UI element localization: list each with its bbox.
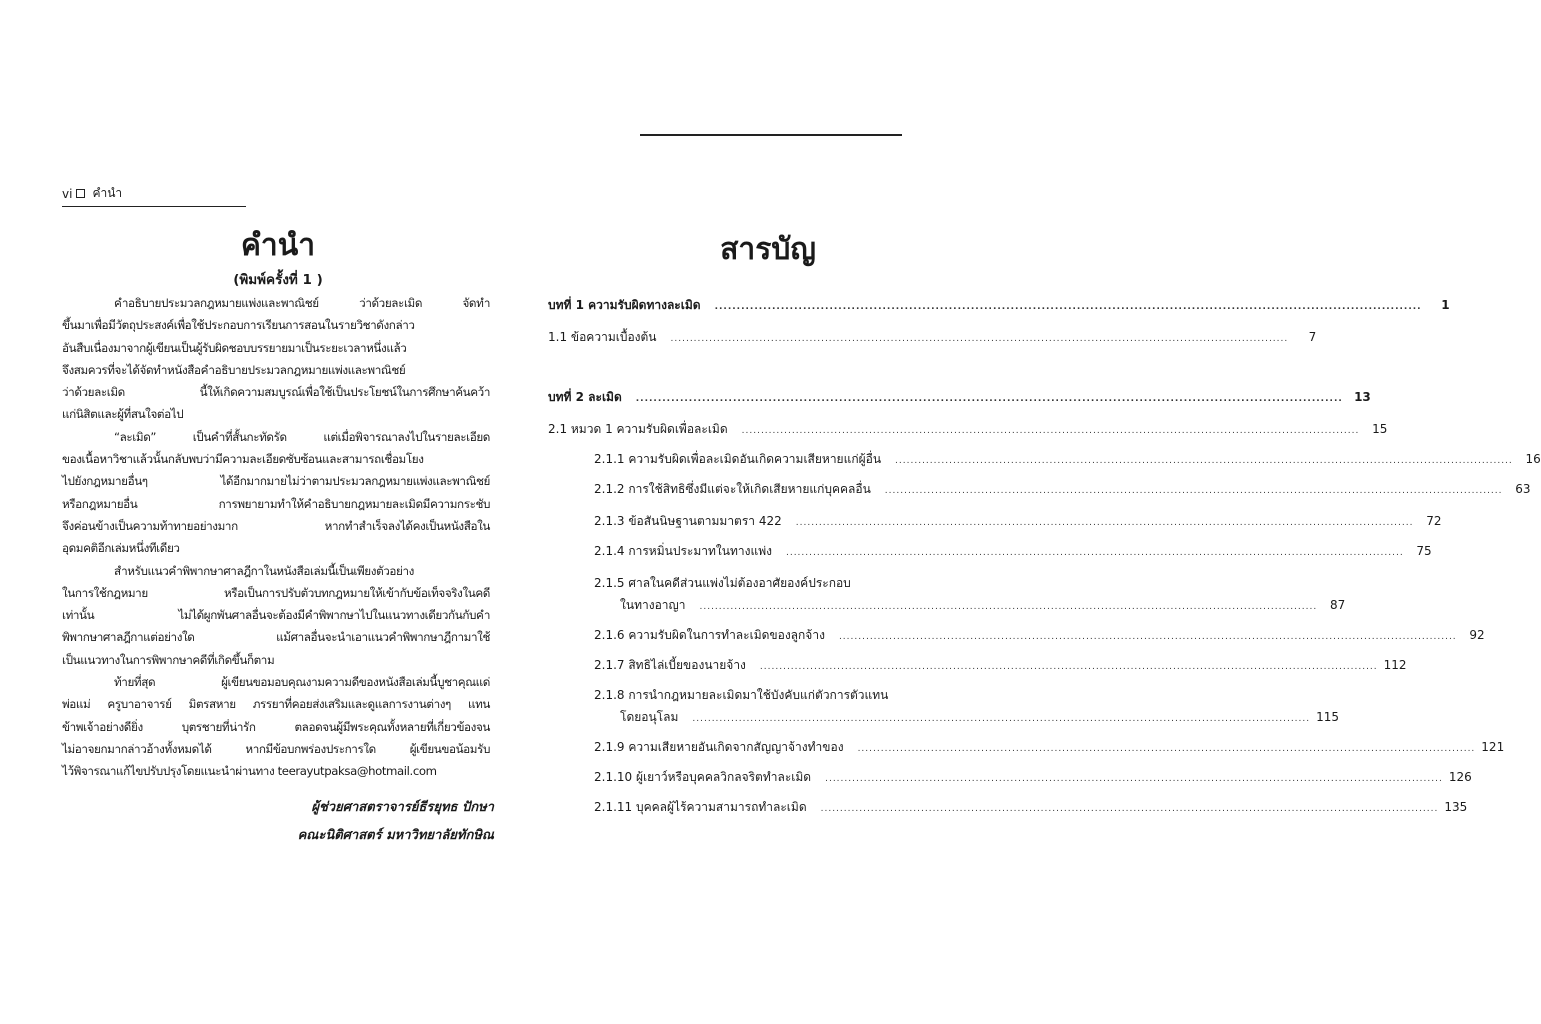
toc-title: สารบัญ <box>720 232 816 267</box>
toc-entry-label: บทที่ 1 ความรับผิดทางละเมิด <box>548 298 701 312</box>
toc-entry-label-continued: โดยอนุโลม <box>620 710 679 724</box>
toc-entry-page: 135 <box>1444 800 1468 814</box>
square-icon <box>76 189 85 198</box>
toc-leader: ................................................................................................................................................................ <box>714 302 1422 312</box>
toc-entry-label: 2.1.9 ความเสียหายอันเกิดจากสัญญาจ้างทำของ <box>594 740 844 754</box>
toc-entry[interactable] <box>548 328 1317 347</box>
toc-entry[interactable] <box>594 450 1541 469</box>
toc-entry-page: 16 <box>1525 452 1541 466</box>
preface-line: ว่าด้วยละเมิด นี้ให้เกิดความสมบูรณ์เพื่อใช้เป็นประโยชน์ในการศึกษาค้นคว้า <box>62 385 490 400</box>
toc-leader: ................................................................................................................................................................ <box>670 334 1289 344</box>
preface-line: ในการใช้กฎหมาย หรือเป็นการปรับตัวบทกฎหมายให้เข้ากับข้อเท็จจริงในคดี <box>62 585 490 600</box>
toc-entry-label: 2.1.11 บุคคลผู้ไร้ความสามารถทำละเมิด <box>594 800 807 814</box>
toc-entry-label: 2.1.2 การใช้สิทธิซึ่งมีแต่จะให้เกิดเสียหายแก่บุคคลอื่น <box>594 482 871 496</box>
preface-line: เป็นแนวทางในการพิพากษาคดีที่เกิดขึ้นก็ตาม <box>62 652 275 667</box>
running-header <box>62 184 246 207</box>
toc-leader: ................................................................................................................................................................ <box>825 774 1443 784</box>
preface-title: คำนำ <box>240 228 316 263</box>
preface-line: สำหรับแนวคำพิพากษาศาลฎีกาในหนังสือเล่มนี้เป็นเพียงตัวอย่าง <box>114 563 414 578</box>
toc-entry-page: 92 <box>1469 628 1485 642</box>
toc-entry-page: 87 <box>1329 598 1346 612</box>
toc-leader: ................................................................................................................................................................ <box>857 744 1476 754</box>
preface-line: อุดมคติอีกเล่มหนึ่งทีเดียว <box>62 541 180 556</box>
toc-entry-page: 63 <box>1515 482 1531 496</box>
toc-entry[interactable] <box>548 388 1371 407</box>
toc-entry-label: 2.1.3 ข้อสันนิษฐานตามมาตรา 422 <box>594 514 782 528</box>
top-rule <box>640 134 902 136</box>
preface-line: ไปยังกฎหมายอื่นๆ ได้อีกมากมายไม่ว่าตามประมวลกฎหมายแพ่งและพาณิชย์ <box>62 474 490 489</box>
preface-line: คำอธิบายประมวลกฎหมายแพ่งและพาณิชย์ ว่าด้วยละเมิด จัดทำ <box>114 296 490 310</box>
toc-entry-page: 72 <box>1426 514 1442 528</box>
toc-leader: ................................................................................................................................................................ <box>884 486 1503 496</box>
toc-entry[interactable] <box>620 708 1340 727</box>
preface-line: พ่อแม่ ครูบาอาจารย์ มิตรสหาย ภรรยาที่คอยส่งเสริมและดูแลการงานต่างๆ แทน <box>62 697 490 712</box>
toc-entry[interactable] <box>594 798 1468 817</box>
toc-entry-page: 115 <box>1316 710 1340 724</box>
toc-leader: ................................................................................................................................................................ <box>895 456 1513 466</box>
toc-leader: ................................................................................................................................................................ <box>635 394 1343 404</box>
preface-body <box>62 292 490 783</box>
toc-leader: ................................................................................................................................................................ <box>741 426 1360 436</box>
toc-leader: ................................................................................................................................................................ <box>820 804 1439 814</box>
preface-subtitle: (พิมพ์ครั้งที่ 1 ) <box>233 272 323 288</box>
signature-name: ผู้ช่วยศาสตราจารย์ธีรยุทธ ปักษา <box>311 800 494 815</box>
preface-line: หรือกฎหมายอื่น การพยายามทำให้คำอธิบายกฎหมายละเมิดมีความกระชับ <box>62 496 490 511</box>
preface-line: ข้าพเจ้าอย่างดียิ่ง บุตรชายที่น่ารัก ตลอดจนผู้มีพระคุณทั้งหลายที่เกี่ยวข้องจน <box>62 719 490 734</box>
preface-line: ขึ้นมาเพื่อมีวัตถุประสงค์เพื่อใช้ประกอบการเรียนการสอนในรายวิชาดังกล่าว <box>62 318 415 333</box>
preface-line: ไม่อาจยกมากล่าวอ้างทั้งหมดได้ หากมีข้อบกพร่องประการใด ผู้เขียนขอน้อมรับ <box>62 741 490 756</box>
toc-entry-label: บทที่ 2 ละเมิด <box>548 390 622 404</box>
signature-affiliation: คณะนิติศาสตร์ มหาวิทยาลัยทักษิณ <box>297 828 494 843</box>
preface-line: พิพากษาศาลฎีกาแต่อย่างใด แม้ศาลอื่นจะนำเอาแนวคำพิพากษาฎีกามาใช้ <box>62 630 490 645</box>
toc-entry-page: 15 <box>1372 422 1388 436</box>
toc-entry-page: 112 <box>1383 658 1407 672</box>
toc-leader: ................................................................................................................................................................ <box>699 602 1318 612</box>
toc-entry[interactable] <box>594 542 1432 561</box>
toc-entry[interactable] <box>594 738 1505 757</box>
toc-entry-label: 2.1.5 ศาลในคดีส่วนแพ่งไม่ต้องอาศัยองค์ประกอบ <box>594 576 851 590</box>
preface-line: จึงค่อนข้างเป็นความท้าทายอย่างมาก หากทำสำเร็จลงได้คงเป็นหนังสือใน <box>62 518 490 533</box>
preface-line: เท่านั้น ไม่ได้ผูกพันศาลอื่นจะต้องมีคำพิพากษาไปในแนวทางเดียวกันกับคำ <box>62 608 490 623</box>
toc-entry-label: 2.1.7 สิทธิไล่เบี้ยของนายจ้าง <box>594 658 746 672</box>
toc-entry[interactable] <box>548 420 1388 439</box>
toc-entry[interactable] <box>594 626 1485 645</box>
toc-entry-label: 2.1.4 การหมิ่นประมาทในทางแพ่ง <box>594 544 772 558</box>
toc-entry-page: 121 <box>1481 740 1505 754</box>
toc-entry-label: 2.1.10 ผู้เยาว์หรือบุคคลวิกลจริตทำละเมิด <box>594 770 812 784</box>
preface-line: แก่นิสิตและผู้ที่สนใจต่อไป <box>62 407 184 422</box>
toc-leader: ................................................................................................................................................................ <box>795 518 1414 528</box>
preface-line: ของเนื้อหาวิชาแล้วนั้นกลับพบว่ามีความละเอียดซับซ้อนและสามารถเชื่อมโยง <box>62 452 424 467</box>
preface-line: อันสืบเนื่องมาจากผู้เขียนเป็นผู้รับผิดชอบบรรยายมาเป็นระยะเวลาหนึ่งแล้ว <box>62 340 407 355</box>
preface-line: จึงสมควรที่จะได้จัดทำหนังสือคำอธิบายประมวลกฎหมายแพ่งและพาณิชย์ <box>62 362 406 377</box>
toc-leader: ................................................................................................................................................................ <box>759 662 1378 672</box>
toc-entry-label: 2.1.1 ความรับผิดเพื่อละเมิดอันเกิดความเสียหายแก่ผู้อื่น <box>594 452 882 466</box>
toc-entry[interactable] <box>548 296 1450 315</box>
left-page <box>0 0 512 1024</box>
toc-entry[interactable] <box>594 768 1472 787</box>
preface-line: ท้ายที่สุด ผู้เขียนขอมอบคุณงามความดีของหนังสือเล่มนี้บูชาคุณแด่ <box>114 675 490 690</box>
toc-entry-page: 7 <box>1308 330 1317 344</box>
toc-entry-label-continued: ในทางอาญา <box>620 598 686 612</box>
toc-entry-label: 2.1 หมวด 1 ความรับผิดเพื่อละเมิด <box>548 422 728 436</box>
toc-entry-page: 13 <box>1354 390 1371 404</box>
toc-entry[interactable] <box>620 596 1346 615</box>
toc-entry-page: 1 <box>1441 298 1450 312</box>
running-header-label: คำนำ <box>92 186 123 200</box>
toc-entry[interactable] <box>594 656 1407 675</box>
toc-entry-label: 2.1.6 ความรับผิดในการทำละเมิดของลูกจ้าง <box>594 628 825 642</box>
toc-entry-page: 126 <box>1448 770 1472 784</box>
toc-leader: ................................................................................................................................................................ <box>785 548 1404 558</box>
toc-entry-page: 75 <box>1416 544 1432 558</box>
preface-line: ไว้พิจารณาแก้ไขปรับปรุงโดยแนะนำผ่านทาง teerayutpaksa@hotmail.com <box>62 764 437 779</box>
page-number: vi <box>62 186 73 201</box>
toc-entry-label: 1.1 ข้อความเบื้องต้น <box>548 330 657 344</box>
preface-line: “ละเมิด” เป็นคำที่สั้นกะทัดรัด แต่เมื่อพิจารณาลงไปในรายละเอียด <box>114 429 490 444</box>
toc-leader: ................................................................................................................................................................ <box>692 714 1311 724</box>
toc-entry-label: 2.1.8 การนำกฎหมายละเมิดมาใช้บังคับแก่ตัวการตัวแทน <box>594 688 889 702</box>
toc-entry[interactable] <box>594 480 1531 499</box>
toc-leader: ................................................................................................................................................................ <box>838 632 1457 642</box>
toc-entry[interactable] <box>594 512 1442 531</box>
